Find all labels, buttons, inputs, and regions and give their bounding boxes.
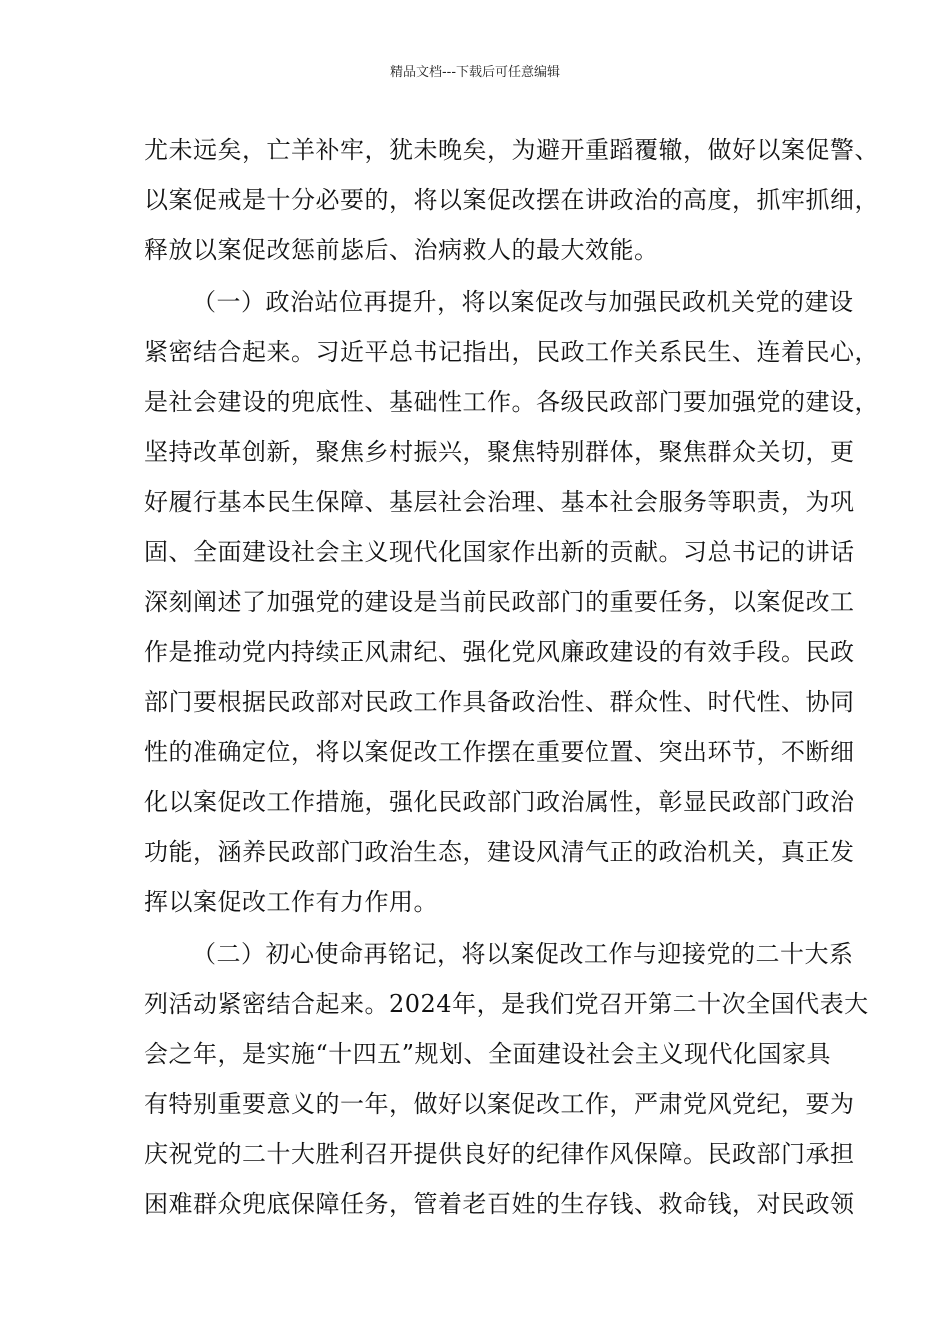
- text-line: 困难群众兜底保障任务，管着老百姓的生存钱、救命钱，对民政领: [144, 1190, 855, 1218]
- paragraph-start-line: （二）初心使命再铭记，将以案促改工作与迎接党的二十大系: [192, 940, 854, 968]
- text-line: 坚持改革创新，聚焦乡村振兴，聚焦特别群体，聚焦群众关切，更: [144, 438, 855, 466]
- text-line: 固、全面建设社会主义现代化国家作出新的贡献。习总书记的讲话: [144, 538, 855, 566]
- text-line: 有特别重要意义的一年，做好以案促改工作，严肃党风党纪，要为: [144, 1090, 855, 1118]
- text-line: 作是推动党内持续正风肃纪、强化党风廉政建设的有效手段。民政: [144, 638, 855, 666]
- paragraph-start-line: （一）政治站位再提升，将以案促改与加强民政机关党的建设: [192, 288, 854, 316]
- text-line: 是社会建设的兜底性、基础性工作。各级民政部门要加强党的建设，: [144, 388, 879, 416]
- text-line: 庆祝党的二十大胜利召开提供良好的纪律作风保障。民政部门承担: [144, 1140, 855, 1168]
- text-line: 好履行基本民生保障、基层社会治理、基本社会服务等职责，为巩: [144, 488, 855, 516]
- text-line: 会之年，是实施“十四五”规划、全面建设社会主义现代化国家具: [144, 1040, 832, 1068]
- text-line: 深刻阐述了加强党的建设是当前民政部门的重要任务，以案促改工: [144, 588, 855, 616]
- text-line: 尤未远矣，亡羊补牢，犹未晚矣，为避开重蹈覆辙，做好以案促警、: [144, 136, 879, 164]
- text-line: 功能，涵养民政部门政治生态，建设风清气正的政治机关，真正发: [144, 838, 855, 866]
- text-line: 部门要根据民政部对民政工作具备政治性、群众性、时代性、协同: [144, 688, 855, 716]
- text-line: 紧密结合起来。习近平总书记指出，民政工作关系民生、连着民心，: [144, 338, 879, 366]
- page-header: 精品文档---下载后可任意编辑: [389, 65, 561, 80]
- text-line: 释放以案促改惩前毖后、治病救人的最大效能。: [144, 236, 659, 264]
- text-line: 以案促戒是十分必要的，将以案促改摆在讲政治的高度，抓牢抓细，: [144, 186, 879, 214]
- text-line: 挥以案促改工作有力作用。: [144, 888, 438, 916]
- text-line: 列活动紧密结合起来。2024年，是我们党召开第二十次全国代表大: [144, 990, 869, 1018]
- text-line: 化以案促改工作措施，强化民政部门政治属性，彰显民政部门政治: [144, 788, 855, 816]
- text-line: 性的准确定位，将以案促改工作摆在重要位置、突出环节，不断细: [144, 738, 855, 766]
